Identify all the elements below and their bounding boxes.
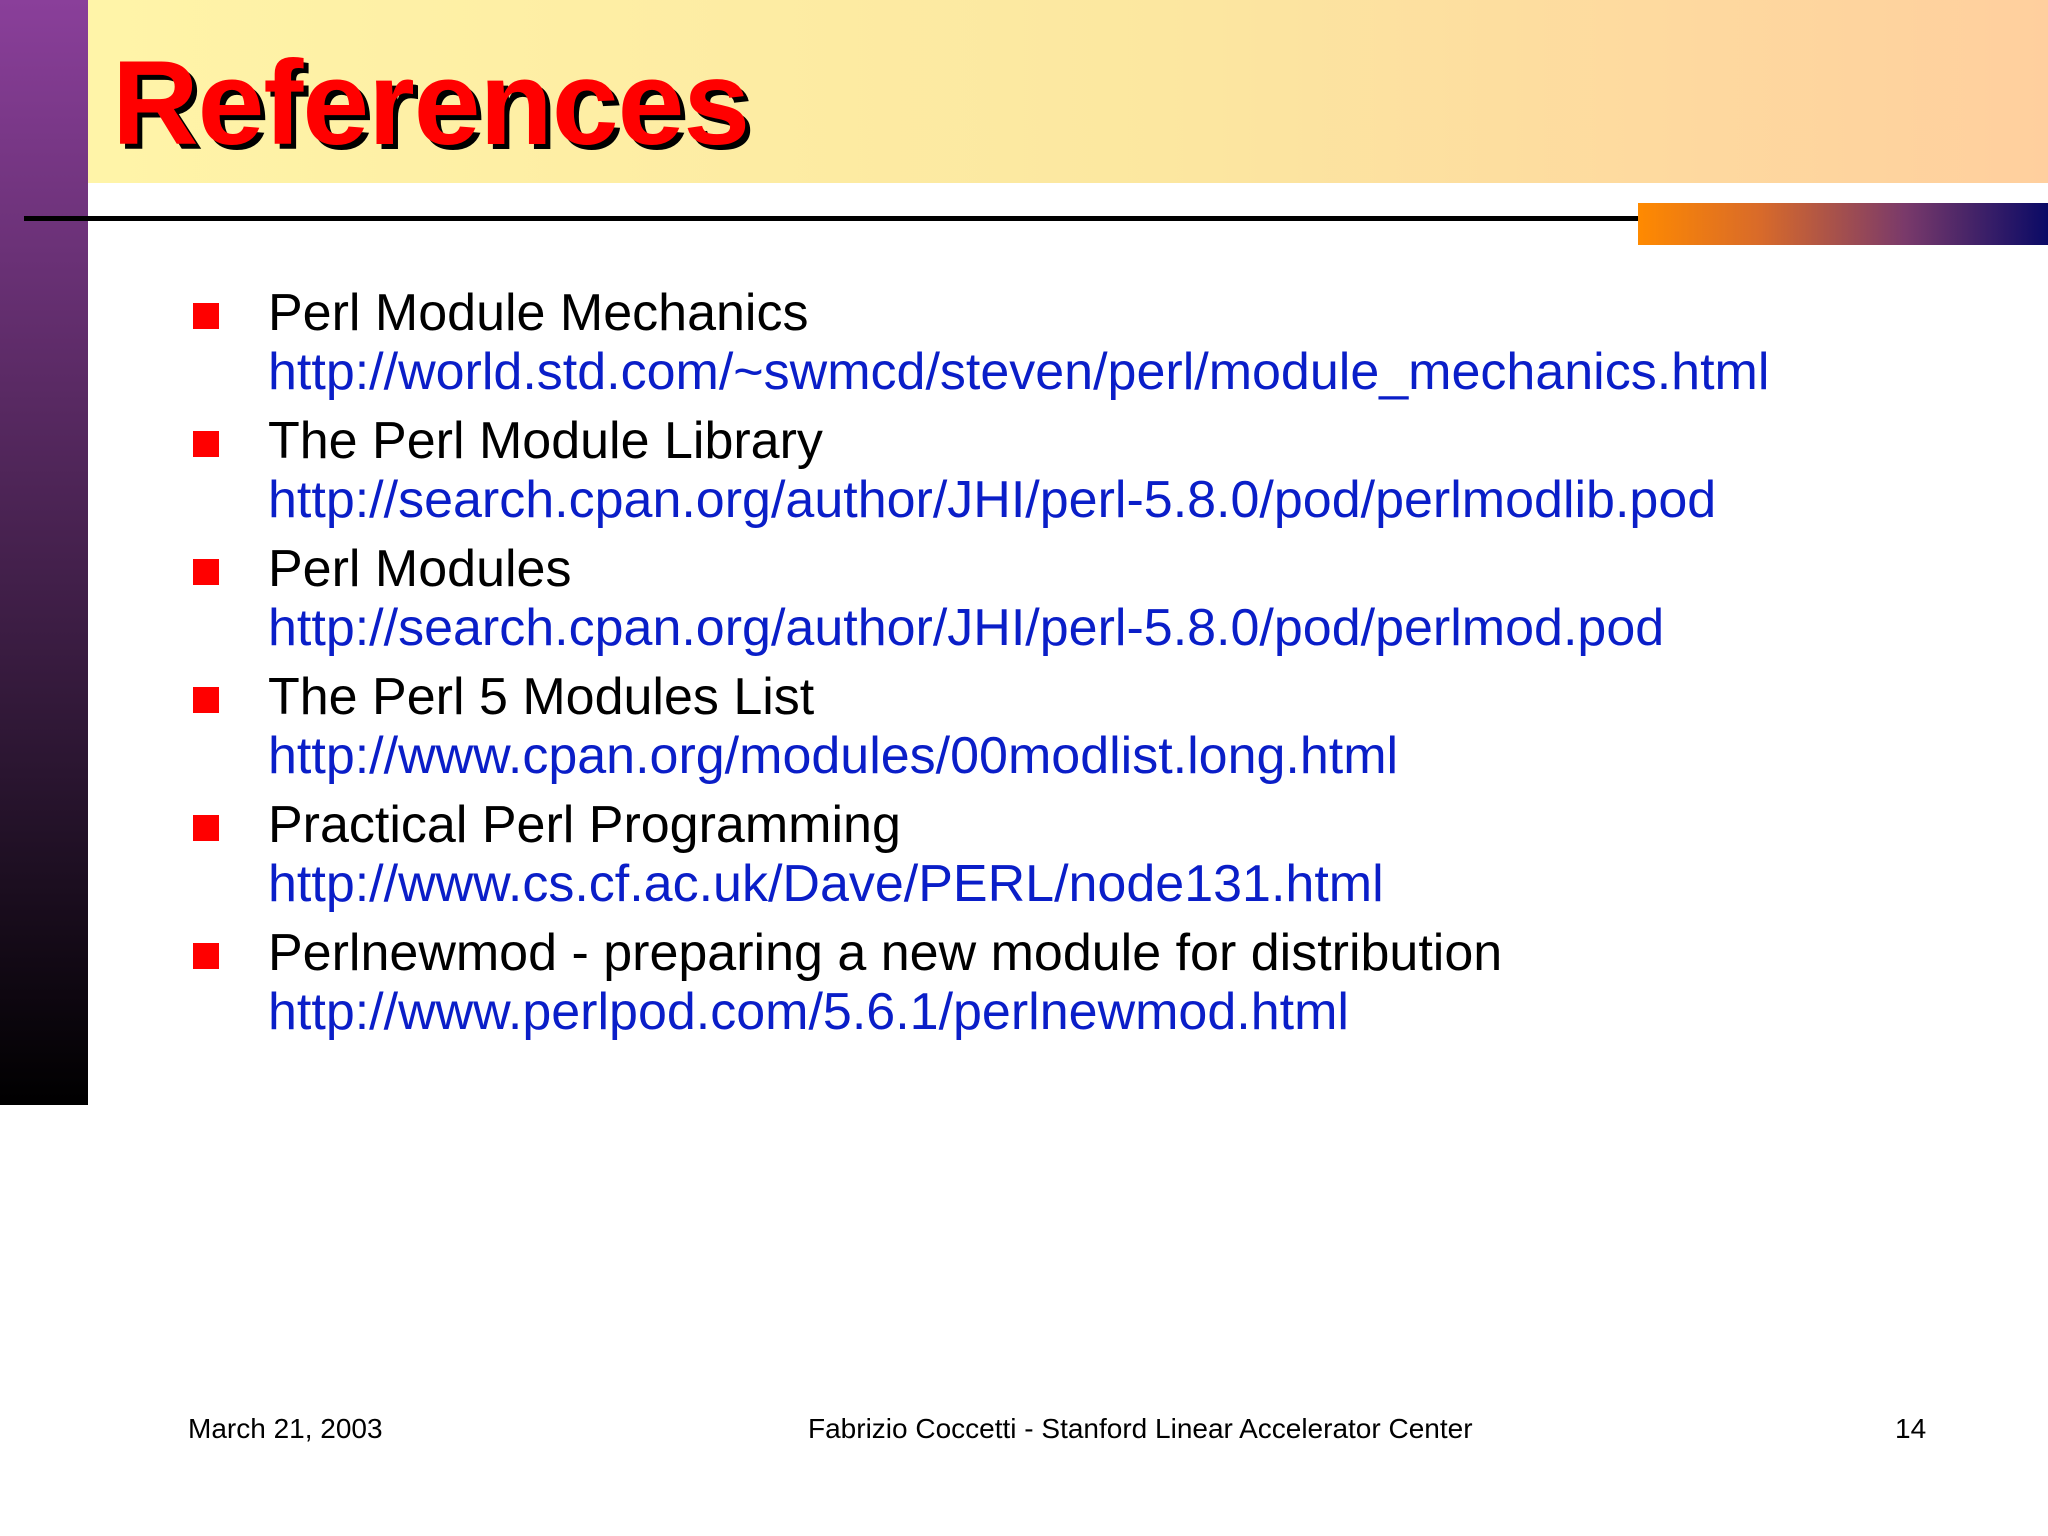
square-bullet-icon [193, 815, 219, 841]
reference-item [190, 924, 1769, 1042]
reference-link[interactable]: http://www.perlpod.com/5.6.1/perlnewmod.html [268, 983, 1349, 1041]
footer-date: March 21, 2003 [188, 1413, 383, 1444]
footer-author: Fabrizio Coccetti - Stanford Linear Accelerator Center [808, 1413, 1473, 1444]
reference-item [190, 540, 1769, 658]
reference-item [190, 412, 1769, 530]
reference-title: The Perl Module Library [268, 412, 823, 470]
reference-title: Perl Modules [268, 540, 572, 598]
reference-link[interactable]: http://www.cpan.org/modules/00modlist.long.html [268, 727, 1399, 785]
reference-title: The Perl 5 Modules List [268, 668, 815, 726]
reference-title: Practical Perl Programming [268, 796, 901, 854]
accent-gradient-bar [1638, 203, 2048, 245]
reference-title: Perlnewmod - preparing a new module for distribution [268, 924, 1503, 982]
left-decorative-bar [0, 0, 88, 1105]
references-list [190, 284, 1769, 1052]
reference-item [190, 668, 1769, 786]
page-number: 14 [1895, 1413, 1927, 1444]
reference-title: Perl Module Mechanics [268, 284, 809, 342]
square-bullet-icon [193, 687, 219, 713]
reference-link[interactable]: http://world.std.com/~swmcd/steven/perl/module_mechanics.html [268, 343, 1770, 401]
square-bullet-icon [193, 303, 219, 329]
reference-link[interactable]: http://www.cs.cf.ac.uk/Dave/PERL/node131.html [268, 855, 1384, 913]
reference-item [190, 796, 1769, 914]
reference-link[interactable]: http://search.cpan.org/author/JHI/perl-5.8.0/pod/perlmod.pod [268, 599, 1665, 657]
reference-link[interactable]: http://search.cpan.org/author/JHI/perl-5.8.0/pod/perlmodlib.pod [268, 471, 1717, 529]
square-bullet-icon [193, 431, 219, 457]
square-bullet-icon [193, 559, 219, 585]
square-bullet-icon [193, 943, 219, 969]
slide-title: References [112, 36, 750, 170]
reference-item [190, 284, 1769, 402]
